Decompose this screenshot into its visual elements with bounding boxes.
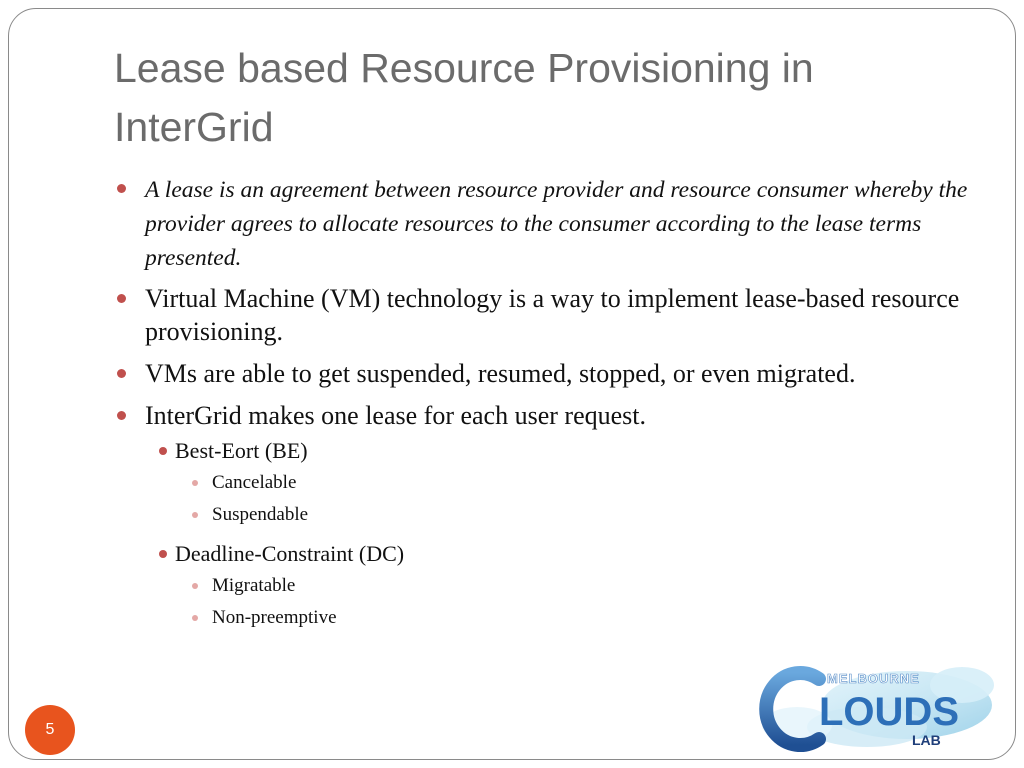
bullet-intergrid-lease	[117, 399, 972, 432]
slide	[8, 8, 1016, 760]
slide-content	[117, 172, 972, 636]
bullet-vm-capabilities	[117, 357, 972, 390]
lease-property	[117, 469, 972, 497]
bullet-vm-technology	[117, 282, 972, 348]
lease-type-name: Deadline-Constraint (DC)	[175, 541, 405, 566]
bullet-dot	[192, 615, 198, 621]
bullet-dot	[159, 447, 167, 455]
lease-property-label: Suspendable	[212, 504, 309, 525]
melbourne-clouds-lab-logo	[757, 655, 997, 755]
bullet-text: VMs are able to get suspended, resumed, stopped, or even migrated.	[145, 359, 856, 388]
bullet-text: InterGrid makes one lease for each user request.	[145, 401, 646, 430]
logo-line-melbourne: MELBOURNE	[827, 671, 920, 686]
lease-property-label: Cancelable	[212, 472, 297, 493]
logo-line-lab: LAB	[912, 732, 941, 748]
slide-title: Lease based Resource Provisioning in InterGrid	[114, 45, 814, 150]
bullet-dot	[192, 480, 198, 486]
bullet-text: A lease is an agreement between resource provider and resource consumer whereby the provider agrees to allocate resources to the consumer according to the lease terms presented.	[145, 177, 968, 271]
lease-property-label: Non-preemptive	[212, 607, 337, 628]
lease-type-deadline-constraint	[117, 539, 972, 569]
lease-property	[117, 501, 972, 529]
logo-line-louds: LOUDS	[819, 690, 959, 734]
page-number-badge: 5	[25, 705, 75, 755]
bullet-dot	[192, 583, 198, 589]
bullet-lease-definition	[117, 172, 972, 274]
bullet-dot	[117, 369, 126, 378]
lease-type-name: Best-Eort (BE)	[175, 438, 308, 463]
bullet-dot	[117, 294, 126, 303]
lease-type-best-effort	[117, 436, 972, 466]
bullet-dot	[117, 411, 126, 420]
bullet-dot	[117, 184, 126, 193]
lease-property	[117, 572, 972, 600]
bullet-text: Virtual Machine (VM) technology is a way to implement lease-based resource provisioning.	[145, 284, 960, 346]
bullet-dot	[159, 550, 167, 558]
lease-property-label: Migratable	[212, 575, 296, 596]
bullet-dot	[192, 512, 198, 518]
lease-property	[117, 604, 972, 632]
